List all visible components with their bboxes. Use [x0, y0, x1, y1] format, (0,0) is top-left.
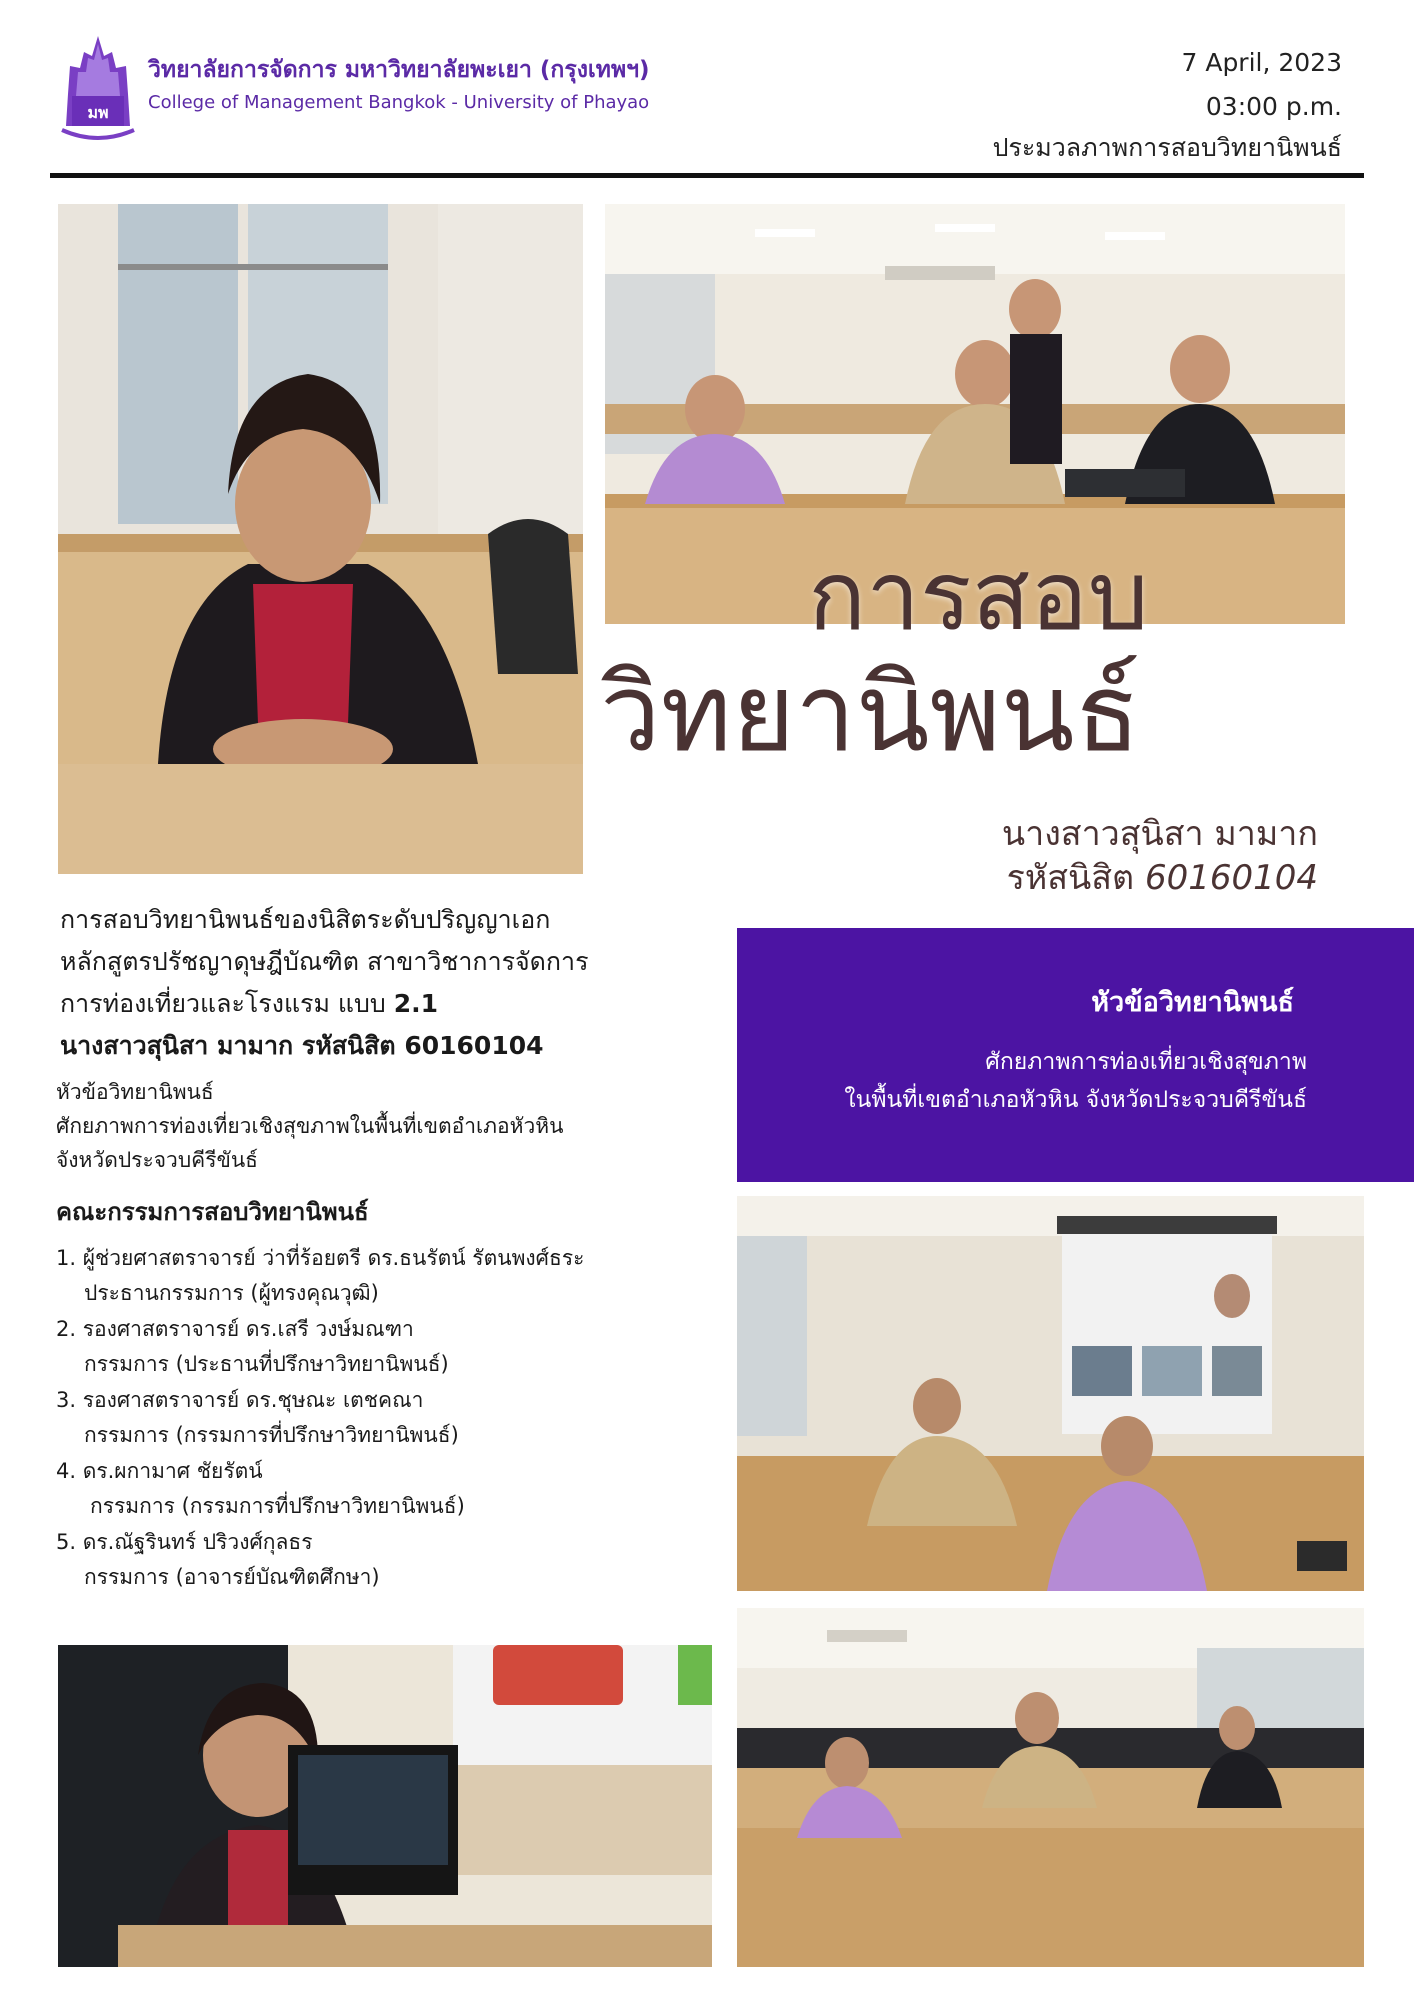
student-id-label: รหัสนิสิต [1006, 858, 1135, 898]
topic-box-line-2: ในพื้นที่เขตอำเภอหัวหิน จังหวัดประจวบคีรีขันธ์ [844, 1087, 1307, 1113]
desc-line-3-text: การท่องเที่ยวและโรงแรม แบบ [60, 989, 394, 1018]
org-name-english: College of Management Bangkok - University of Phayao [148, 92, 650, 113]
committee-role-5: กรรมการ (อาจารย์บัณฑิตศึกษา) [84, 1565, 380, 1589]
committee-member-4: 4. ดร.ผกามาศ ชัยรัตน์ [56, 1459, 263, 1483]
desc-line-3 [60, 984, 438, 1024]
svg-text:มพ: มพ [87, 103, 109, 122]
event-date: 7 April, 2023 [1181, 48, 1342, 77]
title-line-2: วิทยานิพนธ์ [600, 651, 1141, 776]
committee-role-4: กรรมการ (กรรมการที่ปรึกษาวิทยานิพนธ์) [90, 1494, 465, 1518]
desc-line-1: การสอบวิทยานิพนธ์ของนิสิตระดับปริญญาเอก [60, 905, 551, 934]
student-id-line [1007, 850, 1318, 904]
title-line-1: การสอบ [808, 540, 1149, 652]
committee-heading: คณะกรรมการสอบวิทยานิพนธ์ [56, 1198, 369, 1226]
study-plan: 2.1 [393, 989, 439, 1018]
committee-member-1: 1. ผู้ช่วยศาสตราจารย์ ว่าที่ร้อยตรี ดร.ธนรัตน์ รัตนพงศ์ธระ [56, 1246, 585, 1270]
online-exam-photo [737, 1196, 1364, 1591]
committee-role-1: ประธานกรรมการ (ผู้ทรงคุณวุฒิ) [84, 1281, 379, 1305]
topic-box-heading: หัวข้อวิทยานิพนธ์ [1091, 987, 1294, 1018]
desc-topic-line-2: จังหวัดประจวบคีรีขันธ์ [56, 1148, 259, 1172]
committee-member-5: 5. ดร.ณัฐรินทร์ ปริวงศ์กุลธร [56, 1530, 313, 1554]
university-logo [60, 34, 136, 146]
committee-role-3: กรรมการ (กรรมการที่ปรึกษาวิทยานิพนธ์) [84, 1423, 459, 1447]
event-time: 03:00 p.m. [1205, 92, 1342, 121]
student-presenting-photo [58, 1645, 712, 1967]
desc-topic-label: หัวข้อวิทยานิพนธ์ [56, 1080, 214, 1104]
committee-member-3: 3. รองศาสตราจารย์ ดร.ชุษณะ เตชคณา [56, 1388, 424, 1412]
event-category: ประมวลภาพการสอบวิทยานิพนธ์ [992, 133, 1342, 162]
committee-member-2: 2. รองศาสตราจารย์ ดร.เสรี วงษ์มณฑา [56, 1317, 414, 1341]
topic-box-line-1: ศักยภาพการท่องเที่ยวเชิงสุขภาพ [985, 1049, 1307, 1075]
exam-room-photo [737, 1608, 1364, 1967]
student-portrait-photo [58, 204, 583, 874]
header-divider [50, 173, 1364, 178]
student-id: 60160104 [1144, 858, 1318, 898]
desc-topic-line-1: ศักยภาพการท่องเที่ยวเชิงสุขภาพในพื้นที่เขตอำเภอหัวหิน [56, 1114, 564, 1138]
org-name-thai: วิทยาลัยการจัดการ มหาวิทยาลัยพะเยา (กรุงเทพฯ) [148, 57, 650, 83]
committee-role-2: กรรมการ (ประธานที่ปรึกษาวิทยานิพนธ์) [84, 1352, 449, 1376]
desc-line-2: หลักสูตรปรัชญาดุษฎีบัณฑิต สาขาวิชาการจัดการ [60, 947, 589, 976]
student-name: นางสาวสุนิสา มามาก [1001, 814, 1318, 854]
desc-student-line: นางสาวสุนิสา มามาก รหัสนิสิต 60160104 [60, 1031, 544, 1060]
